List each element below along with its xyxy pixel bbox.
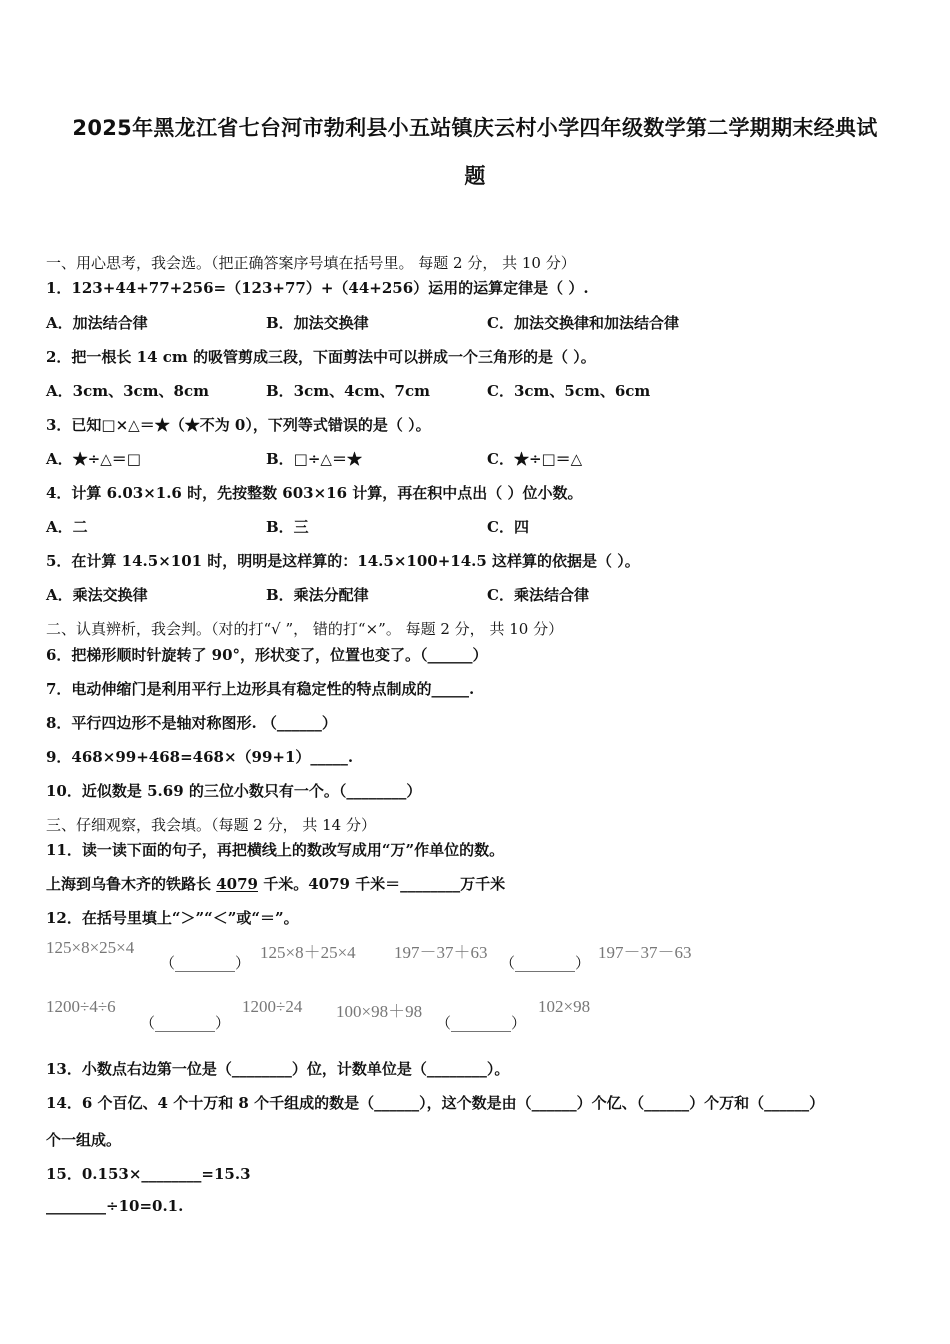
question-15-part-2: ________÷10=0.1. [46,1197,184,1215]
q12-expr-5: 1200÷4÷6 [46,997,116,1016]
question-4-option-a: A．二 [46,518,88,536]
question-1: 1．123+44+77+256=（123+77）+（44+256）运用的运算定律是（ ）. [46,279,589,297]
question-1-option-c: C．加法交换律和加法结合律 [487,314,679,332]
question-5-option-c: C．乘法结合律 [487,586,589,604]
question-5-option-a: A．乘法交换律 [46,586,148,604]
question-7: 7．电动伸缩门是利用平行上边形具有稳定性的特点制成的_____. [46,680,475,698]
q12-blank-2[interactable]: （________） [500,954,591,972]
underlined-number: 4079 [216,875,258,893]
document-title-line-2: 题 [464,164,486,188]
question-5: 5．在计算 14.5×101 时，明明是这样算的：14.5×100+14.5 这样算的依据是（ ）。 [46,552,640,570]
question-15: 15．0.153×________=15.3 [46,1165,251,1183]
q12-expr-2: 125×8＋25×4 [260,943,356,962]
question-14-continuation: 个一组成。 [46,1131,122,1149]
question-5-option-b: B．乘法分配律 [266,586,369,604]
question-6: 6．把梯形顺时针旋转了 90°，形状变了，位置也变了。（______） [46,646,488,664]
question-3-option-a: A．★÷△＝□ [46,450,141,468]
q12-expr-4: 197－37－63 [598,943,692,962]
q12-expr-7: 100×98＋98 [336,1002,423,1021]
question-11-sentence [46,873,505,894]
question-8: 8．平行四边形不是轴对称图形. （______） [46,714,337,732]
section-2-heading: 二、认真辨析，我会判。（对的打“√ ”， 错的打“×”。 每题 2 分， 共 10 分） [46,620,564,638]
section-3-heading: 三、仔细观察，我会填。（每题 2 分， 共 14 分） [46,816,376,834]
section-1-heading: 一、用心思考，我会选。（把正确答案序号填在括号里。 每题 2 分， 共 10 分） [46,254,576,272]
q12-blank-4[interactable]: （________） [436,1014,527,1032]
question-2: 2．把一根长 14 cm 的吸管剪成三段，下面剪法中可以拼成一个三角形的是（ ）。 [46,348,596,366]
question-4-option-b: B．三 [266,518,309,536]
q12-expr-1: 125×8×25×4 [46,938,135,957]
q12-expr-8: 102×98 [538,997,591,1016]
question-10: 10．近似数是 5.69 的三位小数只有一个。（________） [46,782,422,800]
q12-blank-1[interactable]: （________） [160,954,251,972]
q12-expr-6: 1200÷24 [242,997,303,1016]
question-3: 3．已知□×△＝★（★不为 0），下列等式错误的是（ ）。 [46,416,431,434]
question-3-option-b: B．□÷△＝★ [266,450,362,468]
question-11: 11．读一读下面的句子，再把横线上的数改写成用“万”作单位的数。 [46,841,505,859]
question-2-option-c: C．3cm、5cm、6cm [487,382,651,400]
question-14: 14．6 个百亿、4 个十万和 8 个千组成的数是（______），这个数是由（______）个亿、（______）个万和（______） [46,1094,825,1112]
sentence-text-a: 上海到乌鲁木齐的铁路长 [46,875,217,893]
question-4: 4．计算 6.03×1.6 时，先按整数 603×16 计算，再在积中点出（ ）位小数。 [46,484,583,502]
question-12: 12．在括号里填上“＞”“＜”或“＝”。 [46,909,299,927]
document-title-line-1: 2025年黑龙江省七台河市勃利县小五站镇庆云村小学四年级数学第二学期期末经典试 [72,116,878,140]
sentence-text-b: 千米。4079 千米＝________万千米 [257,875,506,893]
question-2-option-b: B．3cm、4cm、7cm [266,382,431,400]
q12-blank-3[interactable]: （________） [140,1014,231,1032]
q12-expr-3: 197－37＋63 [394,943,488,962]
question-1-option-b: B．加法交换律 [266,314,369,332]
question-1-option-a: A．加法结合律 [46,314,148,332]
question-13: 13．小数点右边第一位是（________）位，计数单位是（________）。 [46,1060,510,1078]
question-9: 9．468×99+468=468×（99+1）_____. [46,748,354,766]
question-4-option-c: C．四 [487,518,529,536]
question-2-option-a: A．3cm、3cm、8cm [46,382,209,400]
question-3-option-c: C．★÷□＝△ [487,450,583,468]
